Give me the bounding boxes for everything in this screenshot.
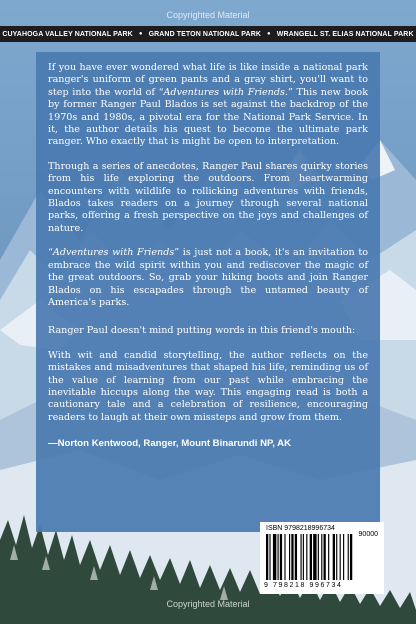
blurb-paragraph-2: Through a series of anecdotes, Ranger Paul shares quirky stories from his life exploring the outdoors. From heartwarming encounters with wildlife to rollicking adventures with friends, Blados takes readers on a journey through several national parks, offering a fresh perspective on the joys and challenges of nature. <box>48 160 368 234</box>
book-title-italic: Adventures with Friends. <box>163 86 288 98</box>
quote-intro: Ranger Paul doesn't mind putting words in this friend's mouth: <box>48 325 356 337</box>
isbn-barcode <box>260 522 384 594</box>
isbn-digits: 9 798218 996734 <box>264 582 343 589</box>
banner-separator-2: ● <box>267 31 271 37</box>
park-banner <box>0 26 416 42</box>
blurb-paragraph-3: “Adventures with Friends” is just not a book, it's an invitation to embrace the wild spirit within you and rediscover the magic of the great outdoors. So, grab your hiking boots and join Ranger Blados on his escapades through the untamed beauty of America's parks. <box>48 247 368 308</box>
copyright-watermark-top: Copyrighted Material <box>166 10 250 20</box>
copyright-watermark-bottom: Copyrighted Material <box>166 599 250 609</box>
blurb-panel <box>36 52 380 532</box>
quote-attribution: —Norton Kentwood, Ranger, Mount Binarundi NP, AK <box>48 438 292 450</box>
banner-item-wrangell: WRANGELL ST. ELIAS NATIONAL PARK <box>276 30 414 38</box>
banner-item-grand-teton: GRAND TETON NATIONAL PARK <box>148 30 262 38</box>
quote-paragraph: With wit and candid storytelling, the author reflects on the mistakes and misadventures that shaped his life, reminding us of the value of learning from our past while embracing the inevitable hiccups along the way. This engaging read is both a cautionary tale and a celebration of resilience, encouraging readers to laugh at their own missteps and grow from them. <box>48 349 368 423</box>
isbn-label: ISBN 9798218996734 <box>266 525 335 532</box>
book-title-italic-2: Adventures with Friends <box>52 247 175 259</box>
banner-item-cuyahoga: CUYAHOGA VALLEY NATIONAL PARK <box>2 30 133 38</box>
blurb-paragraph-1: If you have ever wondered what life is like inside a national park ranger's uniform of green pants and a gray shirt, you'll want to step into the world of “Adventures with Friends.” This new book by former Ranger Paul Blados is set against the backdrop of the 1970s and 1980s, a pivotal era for the National Park Service. In it, the author details his quest to become the ultimate park ranger. Who exactly that is might be open to interpretation. <box>48 62 369 148</box>
price-code: 90000 <box>358 531 378 538</box>
banner-separator-1: ● <box>138 31 143 37</box>
barcode-bars <box>266 534 378 582</box>
